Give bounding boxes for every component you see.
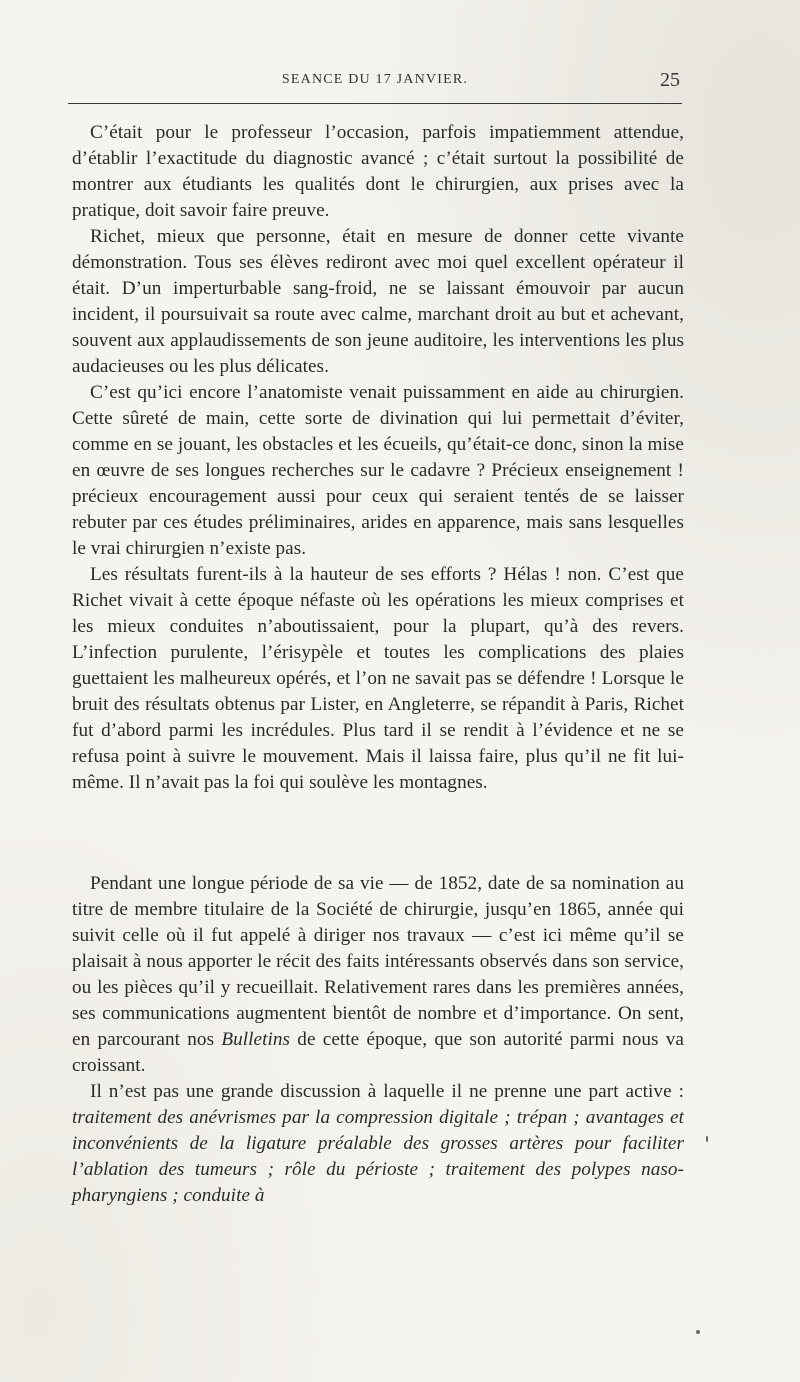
bulletins-title: Bulletins	[221, 1029, 291, 1050]
paragraph-4: Les résultats furent-ils à la hauteur de ses efforts ? Hélas ! non. C’est que Richet vivait à cette époque néfaste où les opérations les mieux comprises et les mieux conduites n’aboutissaient, pour la plupart, qu’à des revers. L’infection purulente, l’érisypèle et toutes les complications des plaies guettaient les malheureux opérés, et l’on ne savait pas se défendre ! Lorsque le bruit des résultats obtenus par Lister, en Angleterre, se répandit à Paris, Richet fut d’abord parmi les incrédules. Plus tard il se rendit à l’évidence et ne se refusa point à suivre le mouvement. Mais il laissa faire, plus qu’il ne fit lui-même. Il n’avait pas la foi qui soulève les montagnes.	[72, 564, 684, 793]
paragraph-1: C’était pour le professeur l’occasion, parfois impatiemment attendue, d’établir l’exactitude du diagnostic avancé ; c’était surtout la possibilité de montrer aux étudiants les qualités dont le chirurgien, aux prises avec la pratique, doit savoir faire preuve.	[72, 122, 684, 221]
page-number: 25	[660, 69, 680, 91]
paragraph-6-text-a: Il n’est pas une grande discussion à laquelle il ne prenne une part active :	[90, 1081, 684, 1102]
paragraph-5	[72, 871, 684, 1079]
paragraph-3: C’est qu’ici encore l’anatomiste venait puissamment en aide au chirurgien. Cette sûreté de main, cette sorte de divination qui lui permettait d’éviter, comme en se jouant, les obstacles et les écueils, qu’était-ce donc, sinon la mise en œuvre de ses longues recherches sur le cadavre ? Précieux enseignement ! précieux encouragement aussi pour ceux qui seraient tentés de se laisser rebuter par ces études préliminaires, arides en apparence, mais sans lesquelles le vrai chirurgien n’existe pas.	[72, 382, 684, 559]
ink-speck	[696, 1330, 700, 1334]
paragraph-5-text-b: de cette époque, que son autorité parmi nous va croissant.	[72, 1029, 684, 1076]
text-block-second	[72, 871, 684, 1209]
paragraph-6	[72, 1079, 684, 1209]
topics-list: traitement des anévrismes par la compression digitale ; trépan ; avantages et inconvénients de la ligature préalable des grosses artères pour faciliter l’ablation des tumeurs ; rôle du périoste ; traitement des polypes naso-pharyngiens ; conduite à	[72, 1107, 684, 1206]
page-header	[68, 70, 682, 98]
ink-speck	[706, 1136, 708, 1142]
text-block-first	[72, 120, 684, 796]
paragraph-2: Richet, mieux que personne, était en mesure de donner cette vivante démonstration. Tous ses élèves rediront avec moi quel excellent opérateur il était. D’un imperturbable sang-froid, ne se laissant émouvoir par aucun incident, il poursuivait sa route avec calme, marchant droit au but et achevant, souvent aux applaudissements de son jeune auditoire, les interventions les plus audacieuses ou les plus délicates.	[72, 226, 684, 377]
paragraph-5-text-a: Pendant une longue période de sa vie — de 1852, date de sa nomination au titre de membre titulaire de la Société de chirurgie, jusqu’en 1865, année qui suivit celle où il fut appelé à diriger nos travaux — c’est ici même qu’il se plaisait à nous apporter le récit des faits intéressants observés dans son service, ou les pièces qu’il y recueillait. Relativement rares dans les premières années, ses communications augmentent bientôt de nombre et d’importance. On sent, en parcourant nos	[72, 873, 684, 1050]
header-rule	[68, 103, 682, 104]
running-head: SEANCE DU 17 JANVIER.	[281, 72, 469, 87]
